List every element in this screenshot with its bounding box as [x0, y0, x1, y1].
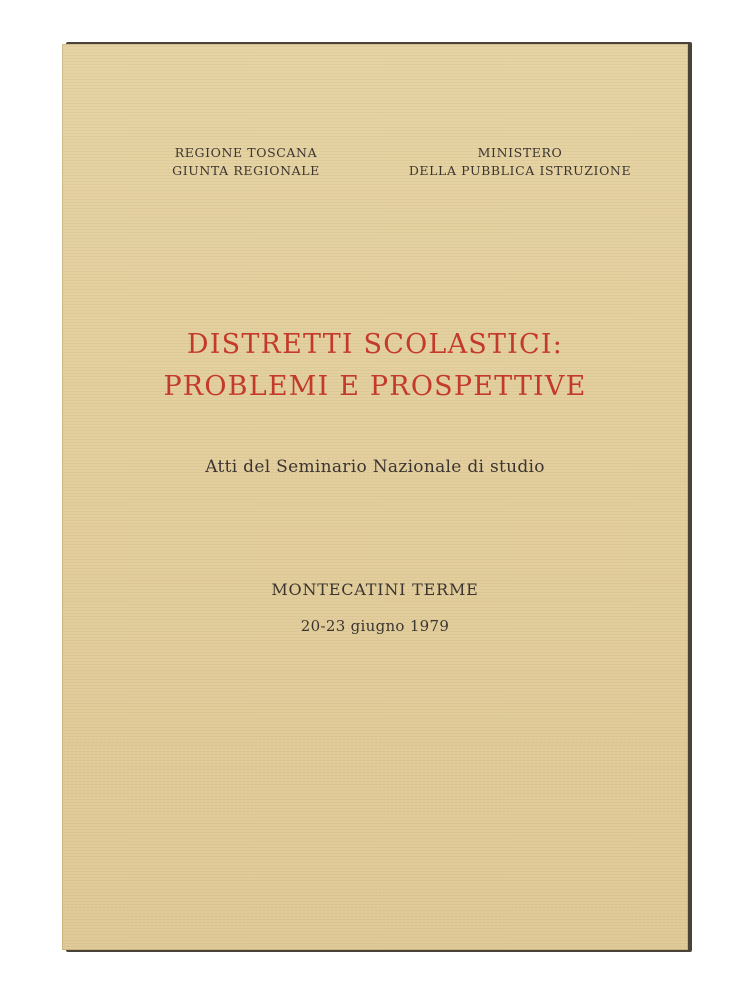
- book-cover: [62, 44, 688, 950]
- book-title-line1: DISTRETTI SCOLASTICI:: [186, 329, 564, 360]
- publisher-left-line2: GIUNTA REGIONALE: [172, 163, 320, 178]
- publisher-right-line1: MINISTERO: [477, 145, 563, 160]
- book-subtitle: Atti del Seminario Nazionale di studio: [205, 457, 545, 477]
- publisher-right-line2: DELLA PUBBLICA ISTRUZIONE: [408, 163, 632, 178]
- event-date: 20-23 giugno 1979: [300, 617, 450, 635]
- book-title-line2: PROBLEMI E PROSPETTIVE: [163, 371, 587, 402]
- book-title: [62, 324, 688, 408]
- event-place: MONTECATINI TERME: [271, 580, 479, 599]
- publisher-left: [162, 144, 330, 180]
- publisher-right: [392, 144, 648, 180]
- publisher-left-line1: REGIONE TOSCANA: [174, 145, 318, 160]
